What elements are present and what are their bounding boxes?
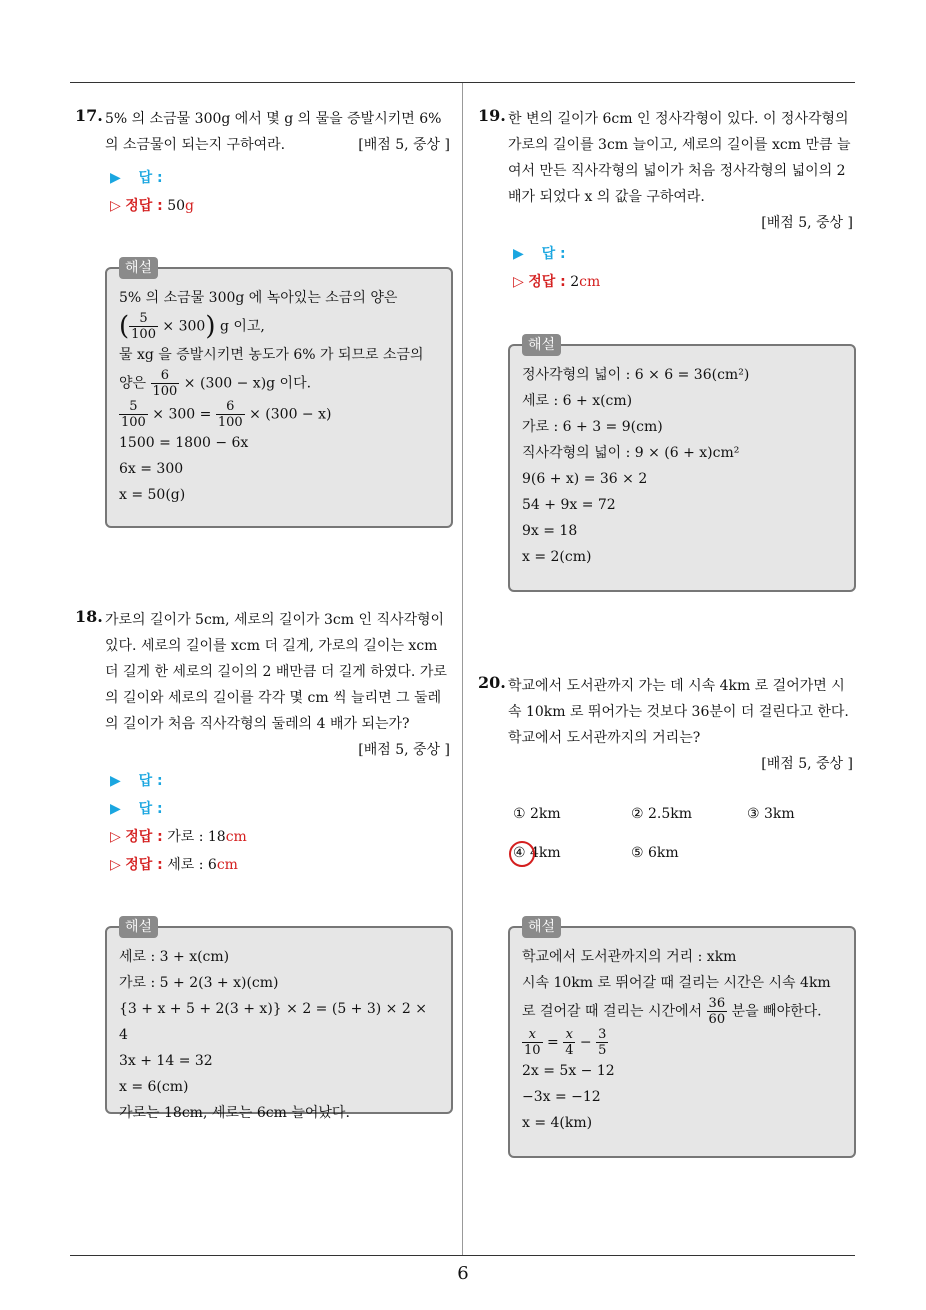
answer-line: ▶ 답 : (110, 170, 163, 186)
question-text: 한 변의 길이가 6cm 인 정사각형이 있다. 이 정사각형의 가로의 길이를 3cm 늘이고, 세로의 길이를 xcm 만큼 늘여서 만든 직사각형의 넓이가 처음 정사각형의 넓이의 2배가 되었다 x 의 값을 구하여라. (508, 111, 851, 205)
play-icon: ▶ (110, 801, 121, 817)
question-points: [배점 5, 중상 ] (761, 215, 853, 231)
explain-line: x = 6(cm) (119, 1079, 189, 1095)
question-number: 19. (478, 106, 506, 125)
correct-answer-line: ▷ 정답 : 2cm (513, 274, 601, 290)
explain-line: 양은 $\frac{6}{100}$ × (300 − x)g 이다. (119, 368, 312, 399)
explain-line: 물 xg 을 증발시키면 농도가 6% 가 되므로 소금의 (119, 347, 424, 363)
explanation-box-17 (105, 260, 453, 528)
outline-triangle-icon: ▷ (513, 274, 524, 290)
explain-line: x = 4(km) (522, 1115, 593, 1131)
explain-line: −3x = −12 (522, 1089, 601, 1105)
explanation-tag: 해설 (522, 334, 561, 356)
question-17 (75, 106, 450, 220)
explain-line: 시속 10km 로 뛰어갈 때 걸리는 시간은 시속 4km (522, 975, 831, 991)
choice-2[interactable]: ② 2.5km (631, 806, 693, 822)
correct-answer-line: ▷ 정답 : 세로 : 6cm (110, 857, 238, 873)
explain-line: 9(6 + x) = 36 × 2 (522, 471, 648, 487)
question-text: 가로의 길이가 5cm, 세로의 길이가 3cm 인 직사각형이 있다. 세로의 길이를 xcm 더 길게, 가로의 길이는 xcm 더 길게 한 세로의 길이의 2 배만큼 더 길게 하였다. 가로의 길이와 세로의 길이를 각각 몇 cm 씩 늘리면 그 둘레의 길이가 처음 직사각형의 둘레의 4 배가 되는가? (105, 612, 447, 732)
question-text: 5% 의 소금물 300g 에서 몇 g 의 물을 증발시키면 6% 의 소금물이 되는지 구하여라. (105, 111, 442, 153)
explain-line: 9x = 18 (522, 523, 578, 539)
explain-line: 3x + 14 = 32 (119, 1053, 213, 1069)
explain-line: 로 걸어갈 때 걸리는 시간에서 $\frac{36}{60}$ 분을 빼야한다. (522, 996, 822, 1027)
play-icon: ▶ (513, 246, 524, 262)
question-number: 20. (478, 673, 506, 692)
explain-line: 세로 : 3 + x(cm) (119, 949, 230, 965)
choice-3[interactable]: ③ 3km (747, 806, 795, 822)
explain-line: {3 + x + 5 + 2(3 + x)} × 2 = (5 + 3) × 2 × 4 (119, 1001, 427, 1043)
column-separator (462, 83, 463, 1255)
correct-answer-line: ▷ 정답 : 50g (110, 198, 195, 214)
explain-line: 1500 = 1800 − 6x (119, 435, 249, 451)
explain-line: 가로 : 6 + 3 = 9(cm) (522, 419, 663, 435)
answer-line: ▶ 답 : (513, 246, 566, 262)
explanation-box-19 (508, 337, 856, 592)
play-icon: ▶ (110, 773, 121, 789)
question-number: 17. (75, 106, 103, 125)
explain-line: x = 2(cm) (522, 549, 592, 565)
play-icon: ▶ (110, 170, 121, 186)
outline-triangle-icon: ▷ (110, 829, 121, 845)
question-points: [배점 5, 중상 ] (761, 756, 853, 772)
question-19 (478, 106, 853, 296)
explanation-box-18 (105, 919, 453, 1121)
choice-1[interactable]: ① 2km (513, 806, 561, 822)
explanation-box-20 (508, 919, 856, 1158)
footer-rule (70, 1255, 855, 1256)
question-points: [배점 5, 중상 ] (358, 137, 450, 153)
explain-line: x = 50(g) (119, 487, 186, 503)
explain-line: 6x = 300 (119, 461, 184, 477)
answer-line: ▶ 답 : (110, 773, 163, 789)
question-18 (75, 607, 450, 879)
explain-line: $\frac{x}{10}$ = $\frac{x}{4}$ − $\frac{3}{5}$ (524, 1027, 607, 1058)
explain-line: 54 + 9x = 72 (522, 497, 616, 513)
outline-triangle-icon: ▷ (110, 198, 121, 214)
selected-circle-icon (509, 841, 535, 867)
question-number: 18. (75, 607, 103, 626)
question-20 (478, 673, 853, 777)
explain-line: 가로는 18cm, 세로는 6cm 늘어났다. (119, 1105, 350, 1121)
answer-line: ▶ 답 : (110, 801, 163, 817)
explain-line: 학교에서 도서관까지의 거리 : xkm (522, 949, 737, 965)
explain-line: 가로 : 5 + 2(3 + x)(cm) (119, 975, 279, 991)
question-text: 학교에서 도서관까지 가는 데 시속 4km 로 걸어가면 시속 10km 로 뛰어가는 것보다 36분이 더 걸린다고 한다. 학교에서 도서관까지의 거리는? (508, 678, 849, 746)
explanation-tag: 해설 (522, 916, 561, 938)
choice-4[interactable]: ④ 4km (513, 845, 561, 861)
outline-triangle-icon: ▷ (110, 857, 121, 873)
explain-line: 2x = 5x − 12 (522, 1063, 615, 1079)
answer-choices (513, 806, 853, 866)
correct-answer-line: ▷ 정답 : 가로 : 18cm (110, 829, 247, 845)
question-points: [배점 5, 중상 ] (358, 742, 450, 758)
explain-line: ( $\frac{5}{100}$ × 300) g 이고, (119, 311, 265, 342)
explain-line: 직사각형의 넓이 : 9 × (6 + x)cm² (522, 445, 740, 461)
explain-line: 세로 : 6 + x(cm) (522, 393, 633, 409)
explanation-tag: 해설 (119, 916, 158, 938)
explanation-tag: 해설 (119, 257, 158, 279)
explain-line: 정사각형의 넓이 : 6 × 6 = 36(cm²) (522, 367, 750, 383)
page-number: 6 (457, 1263, 469, 1284)
explain-line: $\frac{5}{100}$ × 300 = $\frac{6}{100}$ × (300 − x) (121, 399, 332, 430)
choice-5[interactable]: ⑤ 6km (631, 845, 679, 861)
explain-line: 5% 의 소금물 300g 에 녹아있는 소금의 양은 (119, 290, 398, 306)
